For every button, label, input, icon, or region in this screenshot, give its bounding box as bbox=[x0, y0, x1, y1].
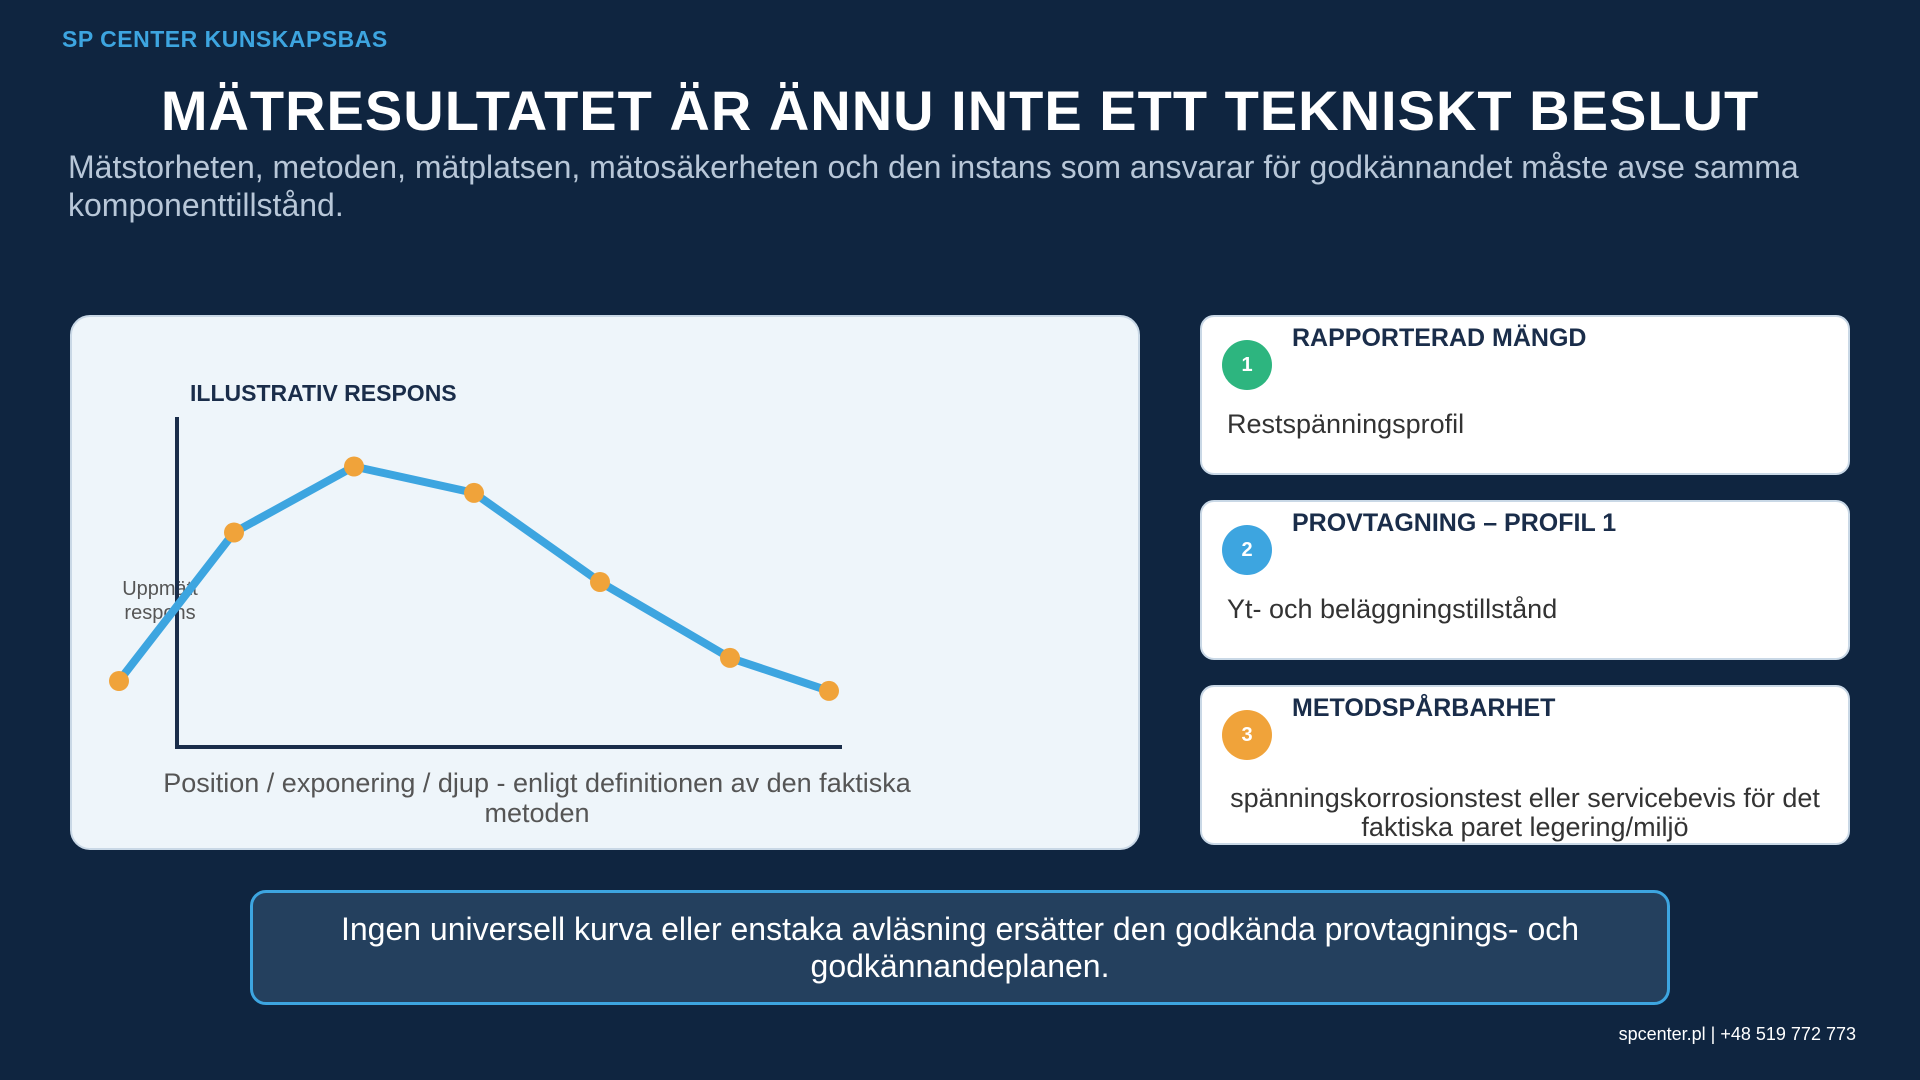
cards-list bbox=[1200, 315, 1850, 870]
brand-label: SP CENTER KUNSKAPSBAS bbox=[62, 26, 388, 52]
card-title: PROVTAGNING – PROFIL 1 bbox=[1292, 509, 1617, 537]
card-number-badge: 2 bbox=[1222, 525, 1272, 575]
data-point-7 bbox=[819, 681, 839, 701]
card-body: Restspänningsprofil bbox=[1227, 409, 1465, 439]
card-reported-quantity bbox=[1200, 315, 1850, 475]
data-point-2 bbox=[224, 523, 244, 543]
card-body: spänningskorrosionstest eller servicebevis för det faktiska paret legering/miljö bbox=[1230, 783, 1820, 842]
y-axis-label-line1: Uppmätt bbox=[122, 578, 198, 600]
y-axis-label-line2: respons bbox=[124, 602, 196, 624]
response-chart bbox=[72, 317, 1142, 852]
x-axis-label-line2: metoden bbox=[484, 798, 590, 828]
data-point-6 bbox=[720, 648, 740, 668]
page-subtitle: Mätstorheten, metoden, mätplatsen, mätosäkerheten och den instans som ansvarar för godkännandet måste avse samma komponenttillstånd. bbox=[68, 149, 1799, 223]
card-title: RAPPORTERAD MÄNGD bbox=[1292, 324, 1587, 352]
x-axis-label-line1: Position / exponering / djup - enligt definitionen av den faktiska bbox=[163, 768, 911, 798]
card-method-traceability bbox=[1200, 685, 1850, 845]
footer-contact: spcenter.pl | +48 519 772 773 bbox=[1618, 1024, 1856, 1044]
data-point-1 bbox=[109, 671, 129, 691]
conclusion-banner: Ingen universell kurva eller enstaka avläsning ersätter den godkända provtagnings- och godkännandeplanen. bbox=[250, 890, 1670, 1005]
chart-panel bbox=[70, 315, 1140, 850]
card-body: Yt- och beläggningstillstånd bbox=[1227, 594, 1558, 624]
card-number-badge: 3 bbox=[1222, 710, 1272, 760]
chart-title: ILLUSTRATIV RESPONS bbox=[190, 380, 457, 406]
data-point-5 bbox=[590, 572, 610, 592]
card-title: METODSPÅRBARHET bbox=[1292, 694, 1556, 722]
card-sampling-profile bbox=[1200, 500, 1850, 660]
page-title: MÄTRESULTATET ÄR ÄNNU INTE ETT TEKNISKT BESLUT bbox=[160, 79, 1760, 142]
data-point-4 bbox=[464, 483, 484, 503]
card-number-badge: 1 bbox=[1222, 340, 1272, 390]
data-point-3 bbox=[344, 457, 364, 477]
